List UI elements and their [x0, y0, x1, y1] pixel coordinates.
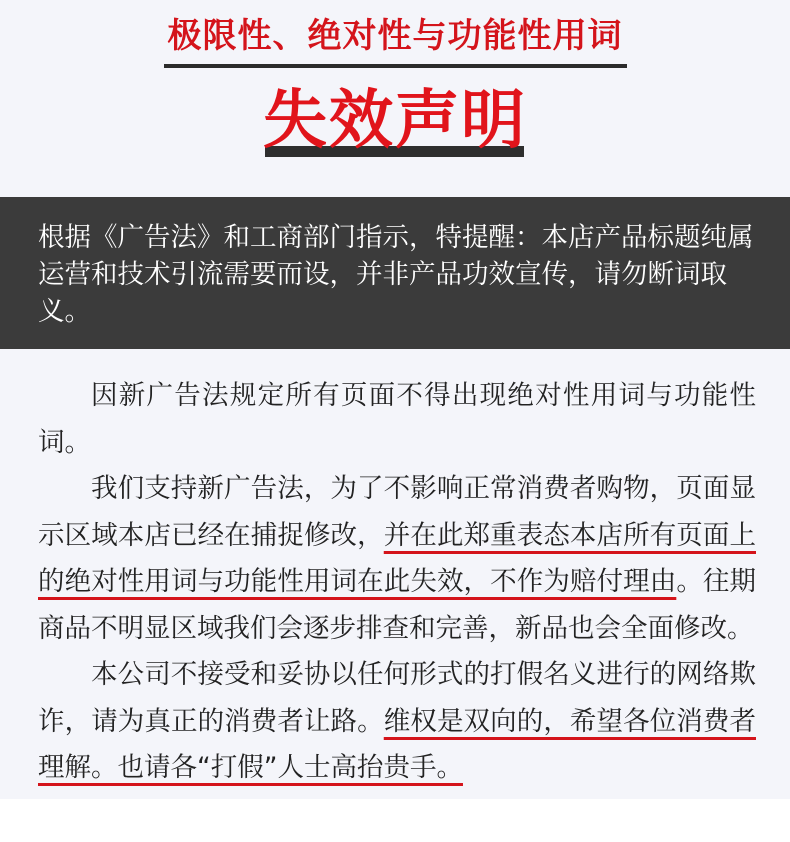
subtitle-container: [0, 14, 790, 68]
paragraph-2: [38, 466, 756, 652]
notice-text: 根据《广告法》和工商部门指示，特提醒：本店产品标题纯属运营和技术引流需要而设，并非产品功效宣传，请勿断词取义。: [38, 222, 754, 327]
paragraph-2-text-a: 我们支持新广告法，为了不影响正常消费者购物，页面显示区域本店已经在捕捉修改，: [38, 473, 756, 551]
paragraph-3-text: 本公司不接受和妥协以任何形式的打假名义进行的网络欺诈，请为真正的消费者让路。: [38, 659, 756, 737]
header-panel: [0, 0, 790, 197]
paragraph-2-text-b: 。往期商品不明显区域我们会逐步排查和完善，新品也会全面修改。: [38, 566, 757, 644]
paragraph-2-highlight: 并在此郑重表态本店所有页面上的绝对性用词与功能性用词在此失效，不作为赔付理由: [38, 519, 756, 597]
page-subtitle: 极限性、绝对性与功能性用词: [164, 14, 627, 68]
paragraph-3: [38, 652, 756, 792]
page-title: 失效声明: [263, 84, 527, 158]
paragraph-3-highlight: 维权是双向的，希望各位消费者理解。也请各“打假”人士高抬贵手。: [38, 705, 756, 783]
paragraph-1-text: 因新广告法规定所有页面不得出现绝对性用词与功能性词。: [38, 380, 756, 458]
paragraph-1: [38, 373, 756, 466]
body-text: [38, 373, 756, 792]
notice-box: [0, 197, 790, 349]
body-panel: [0, 349, 790, 799]
title-container: [0, 86, 790, 156]
